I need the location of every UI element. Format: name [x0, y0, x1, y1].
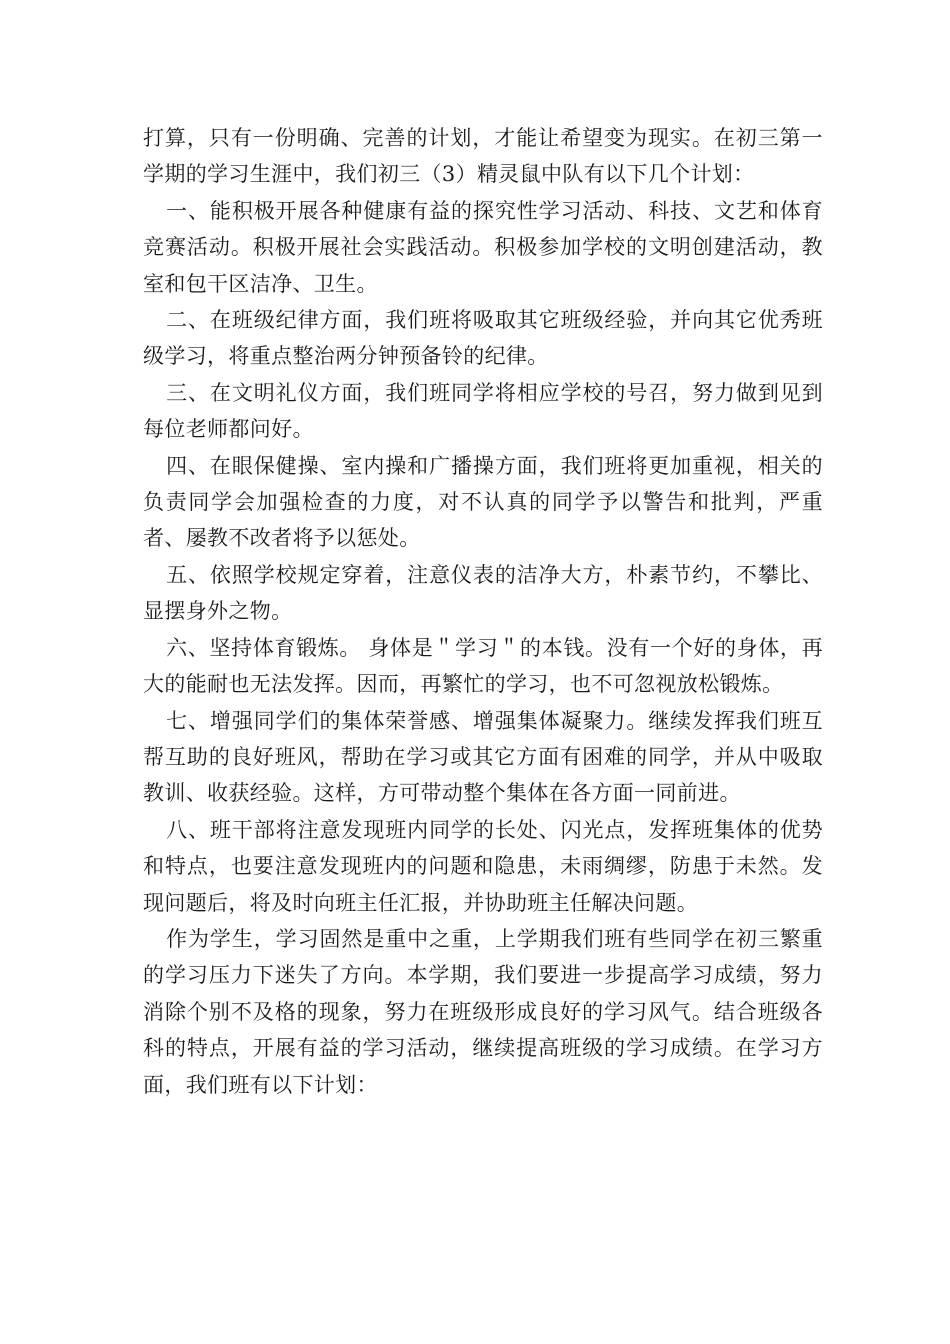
paragraph-plan-7: 七、增强同学们的集体荣誉感、增强集体凝聚力。继续发挥我们班互帮互助的良好班风，帮助在学习或其它方面有困难的同学，并从中吸取教训、收获经验。这样，方可带动整个集体在各方面一同前进。 [143, 708, 823, 806]
paragraph-plan-2: 二、在班级纪律方面，我们班将吸取其它班级经验，并向其它优秀班级学习，将重点整治两分钟预备铃的纪律。 [143, 308, 823, 369]
paragraph-intro: 打算，只有一份明确、完善的计划，才能让希望变为现实。在初三第一学期的学习生涯中，我们初三（3）精灵鼠中队有以下几个计划： [143, 126, 823, 187]
paragraph-plan-6: 六、坚持体育锻炼。 身体是＂学习＂的本钱。没有一个好的身体，再大的能耐也无法发挥。因而，再繁忙的学习，也不可忽视放松锻炼。 [143, 635, 823, 697]
document-body [143, 120, 823, 1103]
paragraph-plan-1: 一、能积极开展各种健康有益的探究性学习活动、科技、文艺和体育竞赛活动。积极开展社会实践活动。积极参加学校的文明创建活动，教室和包干区洁净、卫生。 [143, 198, 823, 296]
paragraph-plan-3: 三、在文明礼仪方面，我们班同学将相应学校的号召，努力做到见到每位老师都问好。 [143, 380, 823, 442]
paragraph-study: 作为学生，学习固然是重中之重，上学期我们班有些同学在初三繁重的学习压力下迷失了方向。本学期，我们要进一步提高学习成绩，努力消除个别不及格的现象，努力在班级形成良好的学习风气。结合班级各科的特点，开展有益的学习活动，继续提高班级的学习成绩。在学习方面，我们班有以下计划： [143, 926, 823, 1097]
paragraph-plan-5: 五、依照学校规定穿着，注意仪表的洁净大方，朴素节约，不攀比、显摆身外之物。 [143, 562, 823, 624]
paragraph-plan-8: 八、班干部将注意发现班内同学的长处、闪光点，发挥班集体的优势和特点，也要注意发现班内的问题和隐患，未雨绸缪，防患于未然。发现问题后，将及时向班主任汇报，并协助班主任解决问题。 [143, 817, 823, 915]
paragraph-plan-4: 四、在眼保健操、室内操和广播操方面，我们班将更加重视，相关的负责同学会加强检查的力度，对不认真的同学予以警告和批判，严重者、屡教不改者将予以惩处。 [143, 453, 823, 551]
